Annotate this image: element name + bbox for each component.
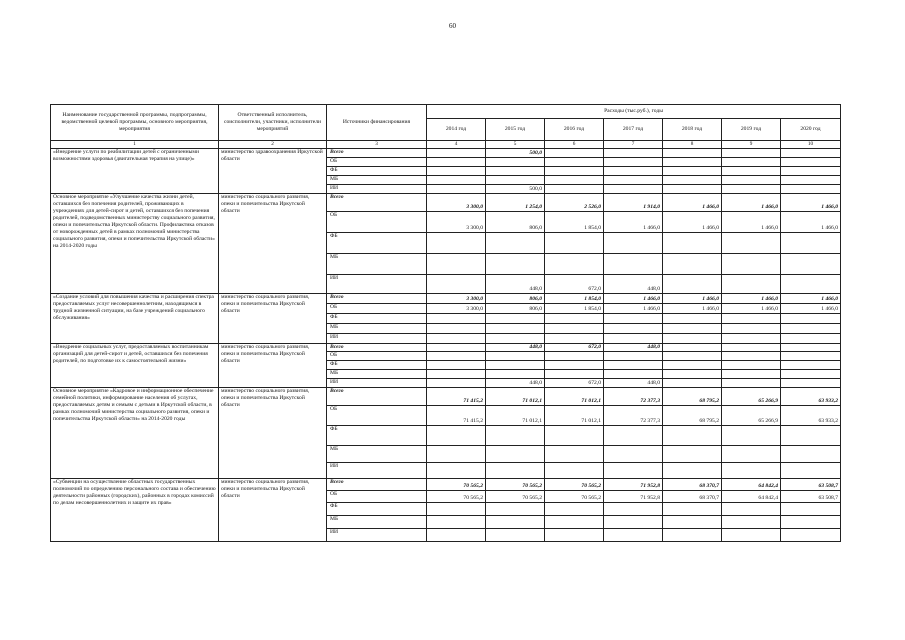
funding-source: ОБ	[327, 406, 427, 426]
expense-value	[427, 158, 486, 167]
header-year: 2018 год	[663, 119, 722, 141]
expense-value: 1 466,0	[663, 294, 722, 304]
expense-value: 448,0	[604, 379, 663, 388]
expense-value	[604, 233, 663, 254]
expense-value	[663, 233, 722, 254]
expense-value: 1 466,0	[722, 194, 781, 212]
expense-value	[427, 233, 486, 254]
expense-value: 63 508,7	[781, 491, 841, 503]
column-index: 5	[486, 141, 545, 149]
expense-value	[427, 529, 486, 542]
expense-value: 1 254,0	[486, 194, 545, 212]
expense-value	[486, 446, 545, 463]
expense-value	[545, 185, 604, 194]
expense-value	[663, 446, 722, 463]
expense-value	[604, 334, 663, 344]
expense-value	[663, 379, 722, 388]
expense-value: 70 565,2	[486, 479, 545, 491]
expense-value	[663, 529, 722, 542]
page-number: 60	[449, 22, 456, 30]
expense-value: 2 526,0	[545, 194, 604, 212]
expense-value	[545, 503, 604, 516]
expense-value	[486, 352, 545, 361]
expense-value	[545, 334, 604, 344]
expense-value	[545, 158, 604, 167]
funding-source: ФБ	[327, 314, 427, 324]
expense-value: 70 565,2	[427, 491, 486, 503]
expense-value: 448,0	[486, 379, 545, 388]
expense-value	[722, 426, 781, 446]
table-row	[51, 479, 841, 491]
expense-value: 71 012,1	[486, 388, 545, 406]
expense-value: 806,0	[486, 294, 545, 304]
expense-value	[722, 233, 781, 254]
expense-value	[545, 314, 604, 324]
expense-value: 1 854,0	[545, 294, 604, 304]
funding-source: МБ	[327, 324, 427, 334]
expense-value	[545, 324, 604, 334]
expense-value	[427, 352, 486, 361]
expense-value	[781, 463, 841, 479]
expense-value: 71 415,2	[427, 388, 486, 406]
expense-value	[545, 233, 604, 254]
expense-value	[604, 503, 663, 516]
expense-value	[604, 446, 663, 463]
expense-value	[722, 379, 781, 388]
expense-value: 448,0	[486, 344, 545, 352]
column-index: 1	[51, 141, 219, 149]
header-expenses: Расходы (тыс.руб.), годы	[427, 105, 841, 119]
expense-value	[781, 167, 841, 176]
activity-name: «Субвенции на осуществление областных государственных полномочий по определению персонального состава и обеспечению деятельности районных (городских), районных в городах комиссий по делам несовершеннолетних и защите их прав»	[51, 479, 219, 542]
expense-value: 1 466,0	[722, 212, 781, 233]
expense-value	[722, 370, 781, 379]
expense-value	[781, 275, 841, 294]
funding-source: Всего	[327, 344, 427, 352]
expense-value: 71 012,1	[486, 406, 545, 426]
expense-value	[486, 503, 545, 516]
expense-value: 70 565,2	[486, 491, 545, 503]
expense-value	[486, 324, 545, 334]
expense-value	[722, 324, 781, 334]
expense-value	[722, 516, 781, 529]
expense-value	[781, 361, 841, 370]
expense-value	[722, 352, 781, 361]
expense-value	[486, 233, 545, 254]
expense-value	[604, 314, 663, 324]
expense-value: 1 466,0	[604, 304, 663, 314]
expense-value	[781, 176, 841, 185]
expense-value	[545, 516, 604, 529]
table-row	[51, 294, 841, 304]
expense-value: 1 854,0	[545, 212, 604, 233]
expense-value	[722, 503, 781, 516]
expense-value	[604, 149, 663, 158]
expense-value	[663, 185, 722, 194]
funding-source: МБ	[327, 446, 427, 463]
expense-value: 3 300,0	[427, 212, 486, 233]
funding-source: ОБ	[327, 352, 427, 361]
expense-value	[604, 426, 663, 446]
expense-value	[781, 344, 841, 352]
expense-value	[781, 185, 841, 194]
expense-value	[663, 344, 722, 352]
expense-value: 72 377,3	[604, 388, 663, 406]
expense-value: 71 415,2	[427, 406, 486, 426]
expense-value	[781, 446, 841, 463]
expense-value: 500,0	[486, 149, 545, 158]
expense-value	[545, 149, 604, 158]
expense-value	[722, 185, 781, 194]
funding-source: ОБ	[327, 212, 427, 233]
expense-value	[545, 446, 604, 463]
table-row	[51, 344, 841, 352]
expense-value: 68 795,2	[663, 388, 722, 406]
expense-value	[722, 158, 781, 167]
expense-value: 1 466,0	[722, 304, 781, 314]
expense-value	[781, 233, 841, 254]
expense-value: 1 914,0	[604, 194, 663, 212]
expense-value	[486, 176, 545, 185]
expense-value: 71 012,1	[545, 388, 604, 406]
expense-value	[781, 352, 841, 361]
header-responsible: Ответственный исполнитель, соисполнители, участники, исполнители мероприятий	[219, 105, 327, 141]
expense-value	[781, 314, 841, 324]
expense-value	[663, 352, 722, 361]
funding-source: ОБ	[327, 491, 427, 503]
expense-value	[427, 370, 486, 379]
responsible-executor: министерство здравоохранения Иркутской области	[219, 149, 327, 194]
expense-value	[545, 361, 604, 370]
expenses-table	[50, 104, 841, 542]
expense-value	[427, 324, 486, 334]
expense-value	[427, 463, 486, 479]
expense-value	[663, 167, 722, 176]
expense-value	[486, 529, 545, 542]
expense-value	[722, 361, 781, 370]
funding-source: ОБ	[327, 158, 427, 167]
header-year: 2014 год	[427, 119, 486, 141]
expense-value	[486, 463, 545, 479]
expense-value	[722, 149, 781, 158]
expense-value	[722, 446, 781, 463]
column-index: 7	[604, 141, 663, 149]
expense-value	[663, 426, 722, 446]
expense-value	[663, 176, 722, 185]
expense-value	[486, 516, 545, 529]
expense-value	[663, 158, 722, 167]
expense-value	[663, 334, 722, 344]
table-row	[51, 194, 841, 212]
expense-value: 71 952,8	[604, 479, 663, 491]
expense-value	[722, 463, 781, 479]
expense-value	[486, 167, 545, 176]
expense-value: 65 266,9	[722, 388, 781, 406]
expense-value	[604, 516, 663, 529]
expense-value	[427, 426, 486, 446]
expense-value: 1 466,0	[663, 194, 722, 212]
expense-value	[663, 361, 722, 370]
expense-value	[781, 370, 841, 379]
expense-value: 70 565,2	[545, 491, 604, 503]
expense-value: 65 266,9	[722, 406, 781, 426]
funding-source: МБ	[327, 176, 427, 185]
funding-source: ИИ	[327, 275, 427, 294]
expense-value	[781, 516, 841, 529]
funding-source: ИИ	[327, 334, 427, 344]
activity-name: «Внедрение социальных услуг, предоставляемых воспитанникам организаций для детей-сирот и детей, оставшихся без попечения родителей, по подготовке их к самостоятельной жизни»	[51, 344, 219, 388]
expense-value: 672,0	[545, 379, 604, 388]
expense-value	[663, 503, 722, 516]
expense-value	[427, 254, 486, 275]
expense-value	[427, 379, 486, 388]
expense-value: 63 508,7	[781, 479, 841, 491]
expense-value	[604, 352, 663, 361]
funding-source: ФБ	[327, 426, 427, 446]
expense-value	[663, 254, 722, 275]
expense-value	[486, 314, 545, 324]
activity-name: Основное мероприятие «Улучшение качества жизни детей, оставшихся без попечения родителей, проживающих в учреждениях для детей-сирот и детей, оставшихся без попечения родителей, подведомственных министерству социального развития, опеки и попечительства Иркутской области. Профилактика отказов от новорожденных детей в рамках полномочий министерства социального развития, опеки и попечительства Иркутской области» на 2014-2020 годы	[51, 194, 219, 294]
expense-value	[781, 379, 841, 388]
expense-value: 1 466,0	[722, 294, 781, 304]
expense-value	[781, 334, 841, 344]
funding-source: ФБ	[327, 361, 427, 370]
funding-source: Всего	[327, 294, 427, 304]
expense-value: 70 565,2	[427, 479, 486, 491]
column-index: 10	[781, 141, 841, 149]
funding-source: ФБ	[327, 167, 427, 176]
expense-value	[722, 176, 781, 185]
funding-source: Всего	[327, 388, 427, 406]
expense-value	[722, 334, 781, 344]
funding-source: Всего	[327, 149, 427, 158]
table-body	[51, 149, 841, 542]
expense-value	[781, 324, 841, 334]
expense-value	[545, 167, 604, 176]
expense-value	[663, 463, 722, 479]
funding-source: МБ	[327, 516, 427, 529]
expense-value	[486, 334, 545, 344]
expense-value	[781, 529, 841, 542]
expense-value	[545, 529, 604, 542]
expense-value: 1 466,0	[781, 294, 841, 304]
expense-value	[545, 370, 604, 379]
expense-value	[545, 176, 604, 185]
expense-value: 63 933,2	[781, 388, 841, 406]
expense-value	[604, 324, 663, 334]
expense-value: 3 300,0	[427, 304, 486, 314]
expense-value	[604, 185, 663, 194]
expense-value	[663, 516, 722, 529]
funding-source: Всего	[327, 479, 427, 491]
column-index: 3	[327, 141, 427, 149]
expense-value	[486, 426, 545, 446]
expense-value	[545, 254, 604, 275]
expense-value	[722, 344, 781, 352]
funding-source: ИИ	[327, 379, 427, 388]
activity-name: Основное мероприятие «Кадровое и информационное обеспечение семейной политики, информирование населения об услугах, предоставляемых детям и семьям с детьми в Иркутской области, в рамках полномочий министерства социального развития, опеки и попечительства Иркутской области» на 2014-2020 годы	[51, 388, 219, 479]
funding-source: МБ	[327, 370, 427, 379]
expense-value: 1 466,0	[781, 304, 841, 314]
expense-value	[427, 361, 486, 370]
expense-value	[427, 516, 486, 529]
header-year: 2019 год	[722, 119, 781, 141]
expense-value: 64 842,4	[722, 491, 781, 503]
funding-source: МБ	[327, 254, 427, 275]
expense-value	[427, 275, 486, 294]
expense-value: 448,0	[604, 344, 663, 352]
expense-value	[722, 529, 781, 542]
expense-value	[663, 324, 722, 334]
expense-value	[604, 361, 663, 370]
expense-value	[604, 254, 663, 275]
expense-value	[545, 463, 604, 479]
expense-value: 3 300,0	[427, 294, 486, 304]
expense-value: 68 795,2	[663, 406, 722, 426]
funding-source: ИИ	[327, 529, 427, 542]
responsible-executor: министерство социального развития, опеки и попечительства Иркутской области	[219, 388, 327, 479]
expense-value: 64 842,4	[722, 479, 781, 491]
responsible-executor: министерство социального развития, опеки и попечительства Иркутской области	[219, 294, 327, 344]
expense-value	[604, 176, 663, 185]
expense-value: 448,0	[486, 275, 545, 294]
expense-value: 1 466,0	[663, 304, 722, 314]
funding-source: Всего	[327, 194, 427, 212]
column-index: 6	[545, 141, 604, 149]
funding-source: ИИ	[327, 185, 427, 194]
funding-source: ФБ	[327, 233, 427, 254]
header-source: Источники финансирования	[327, 105, 427, 141]
activity-name: «Создание условий для повышения качества и расширения спектра предоставляемых услуг несовершеннолетним, находящимся в трудной жизненной ситуации, на базе учреждений социального обслуживания»	[51, 294, 219, 344]
header-year: 2015 год	[486, 119, 545, 141]
expense-value	[604, 158, 663, 167]
expense-value	[781, 503, 841, 516]
expense-value	[427, 185, 486, 194]
funding-source: ОБ	[327, 304, 427, 314]
expense-value: 70 565,2	[545, 479, 604, 491]
table-row	[51, 149, 841, 158]
expense-value: 672,0	[545, 344, 604, 352]
expense-value	[722, 314, 781, 324]
expense-value	[427, 446, 486, 463]
expense-value	[427, 149, 486, 158]
expense-value: 1 466,0	[604, 212, 663, 233]
header-year: 2020 год	[781, 119, 841, 141]
column-index: 9	[722, 141, 781, 149]
expense-value: 1 466,0	[604, 294, 663, 304]
expense-value: 1 854,0	[545, 304, 604, 314]
responsible-executor: министерство социального развития, опеки и попечительства Иркутской области	[219, 344, 327, 388]
expense-value: 672,0	[545, 275, 604, 294]
expense-value: 448,0	[604, 275, 663, 294]
expense-value: 68 370,7	[663, 479, 722, 491]
expense-value	[427, 334, 486, 344]
expense-value	[604, 167, 663, 176]
expense-value	[604, 463, 663, 479]
expense-value: 1 466,0	[781, 212, 841, 233]
expense-value	[663, 149, 722, 158]
column-index: 4	[427, 141, 486, 149]
expense-value: 1 466,0	[663, 212, 722, 233]
expense-value	[722, 275, 781, 294]
expense-value	[722, 167, 781, 176]
funding-source: ИИ	[327, 463, 427, 479]
expense-value	[663, 275, 722, 294]
expense-value	[427, 503, 486, 516]
expense-value	[486, 361, 545, 370]
expense-value	[781, 254, 841, 275]
responsible-executor: министерство социального развития, опеки и попечительства Иркутской области	[219, 479, 327, 542]
expense-value	[781, 426, 841, 446]
expense-value	[722, 254, 781, 275]
funding-source: ФБ	[327, 503, 427, 516]
expense-value	[545, 352, 604, 361]
expense-value: 71 952,8	[604, 491, 663, 503]
expense-value	[427, 344, 486, 352]
expense-value	[781, 149, 841, 158]
header-year: 2016 год	[545, 119, 604, 141]
expense-value	[427, 314, 486, 324]
expense-value: 1 466,0	[781, 194, 841, 212]
expense-value: 500,0	[486, 185, 545, 194]
responsible-executor: министерство социального развития, опеки и попечительства Иркутской области	[219, 194, 327, 294]
expense-value: 72 377,3	[604, 406, 663, 426]
expense-value: 68 370,7	[663, 491, 722, 503]
expense-value: 3 300,0	[427, 194, 486, 212]
column-index: 2	[219, 141, 327, 149]
expense-value	[663, 314, 722, 324]
header-name: Наименование государственной программы, подпрограммы, ведомственной целевой программы, основного мероприятия, мероприятия	[51, 105, 219, 141]
expense-value: 71 012,1	[545, 406, 604, 426]
expense-value: 806,0	[486, 304, 545, 314]
expense-value	[486, 158, 545, 167]
expense-value	[604, 529, 663, 542]
expense-value: 806,0	[486, 212, 545, 233]
expense-value	[545, 426, 604, 446]
expense-value: 63 933,2	[781, 406, 841, 426]
expense-value	[486, 370, 545, 379]
activity-name: «Внедрение услуги по реабилитации детей с ограниченными возможностями здоровья (двигательная терапия на улице)»	[51, 149, 219, 194]
expense-value	[663, 370, 722, 379]
column-index: 8	[663, 141, 722, 149]
expense-value	[427, 176, 486, 185]
header-year: 2017 год	[604, 119, 663, 141]
expense-value	[604, 370, 663, 379]
expense-value	[427, 167, 486, 176]
expense-value	[781, 158, 841, 167]
expense-value	[486, 254, 545, 275]
table-row	[51, 388, 841, 406]
